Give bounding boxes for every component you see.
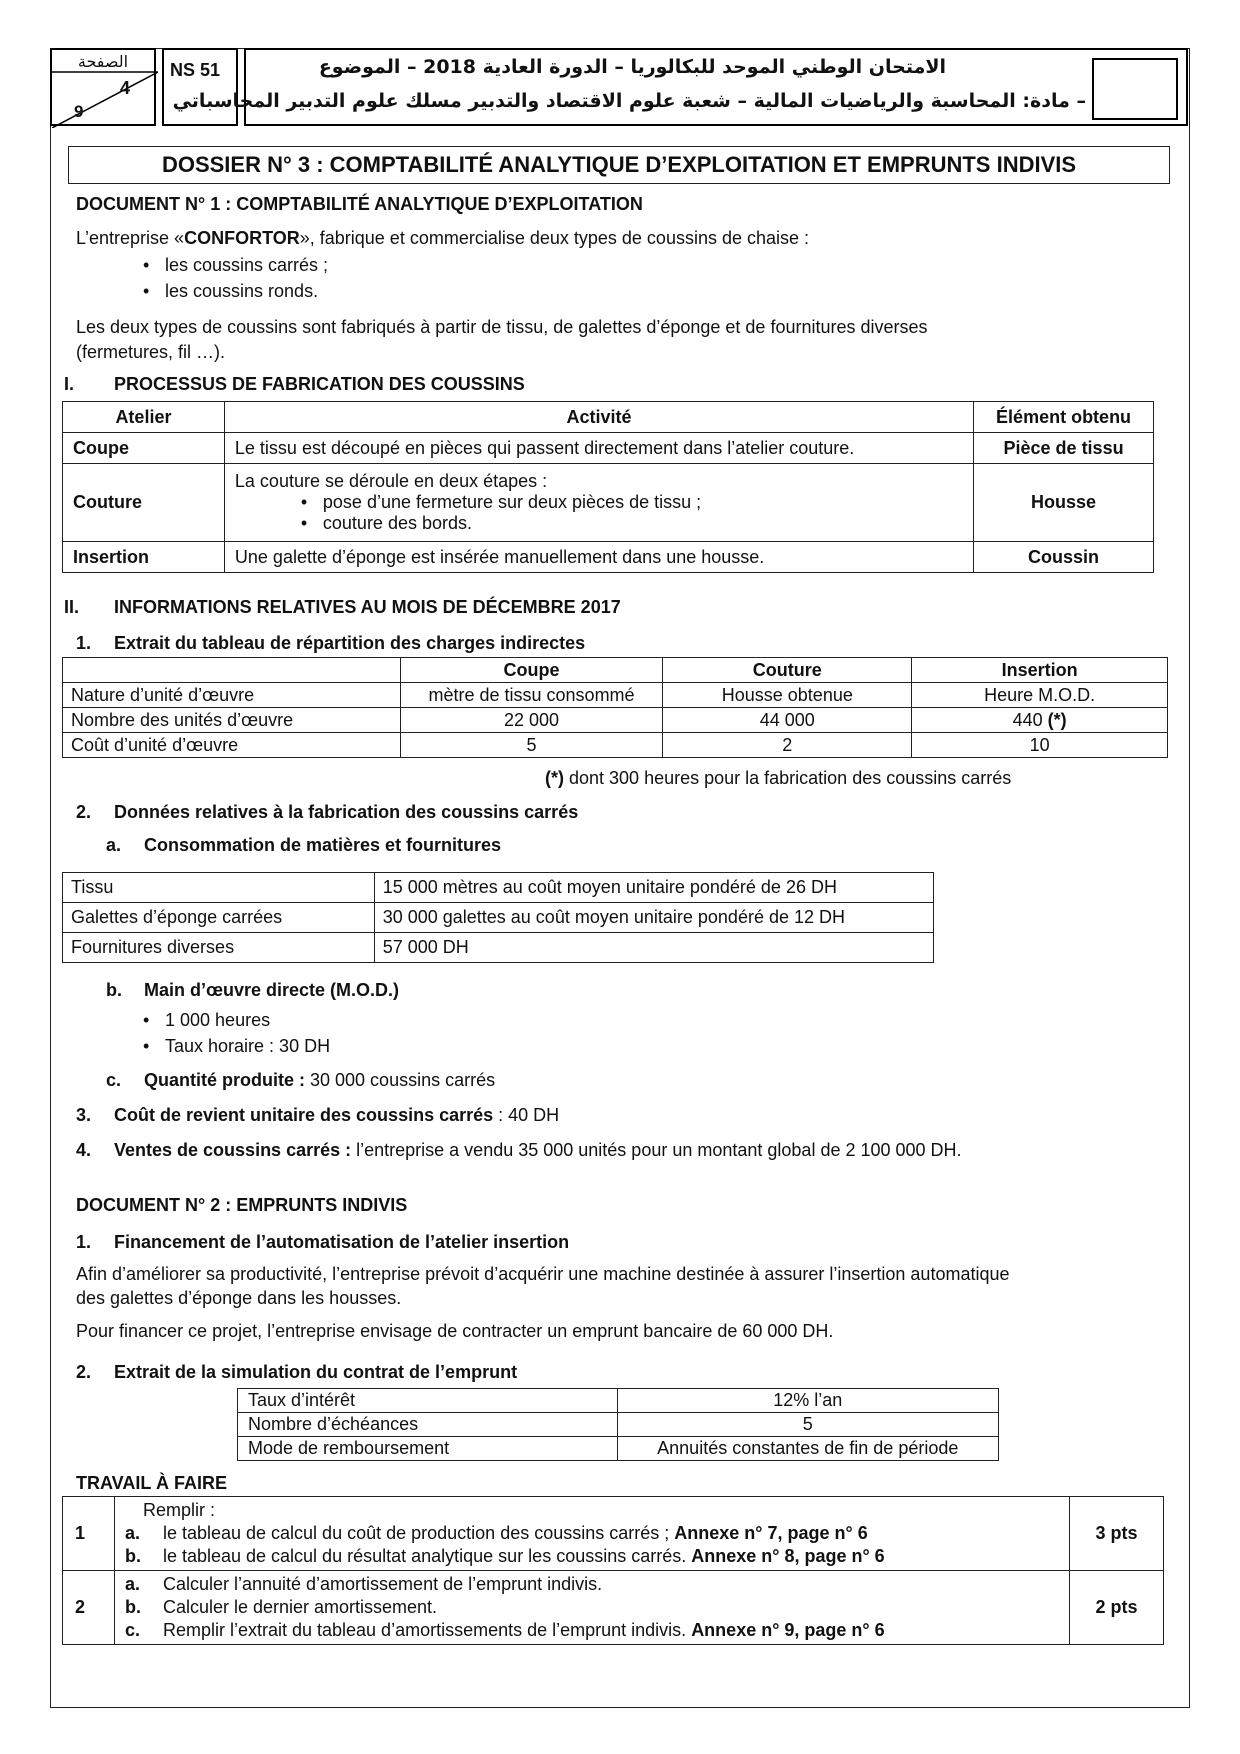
table-cell: Taux d’intérêt [238, 1389, 618, 1413]
table-header-row [63, 402, 1154, 433]
item-text: Calculer l’annuité d’amortissement de l’emprunt indivis. [162, 1574, 603, 1594]
table-cell: 44 000 [663, 708, 912, 733]
subsection-title: Financement de l’automatisation de l’atelier insertion [114, 1232, 570, 1252]
table-cell: Insertion [63, 542, 225, 573]
table-row [63, 903, 934, 933]
item-text: le tableau de calcul du coût de production des coussins carrés ; [162, 1523, 675, 1543]
item-title: Main d’œuvre directe (M.O.D.) [144, 980, 400, 1000]
question-body [114, 1497, 1069, 1571]
task-title: TRAVAIL À FAIRE [76, 1473, 228, 1493]
table-header: Insertion [912, 658, 1168, 683]
table-row [63, 1571, 1164, 1645]
loan-contract-table [237, 1388, 999, 1461]
subsection-number: 3. [76, 1105, 92, 1125]
page-label: الصفحة [77, 54, 129, 71]
intro-post: », fabrique et commercialise deux types de coussins de chaise : [299, 228, 810, 248]
table-cell: Housse obtenue [663, 683, 912, 708]
table-cell: Une galette d’éponge est insérée manuellement dans une housse. [224, 542, 973, 573]
list-item: • 1 000 heures [165, 1009, 270, 1031]
table-cell: 10 [912, 733, 1168, 758]
exam-title-line1: الامتحان الوطني الموحد للبكالوريا – الدورة العادية 2018 – الموضوع [318, 56, 946, 78]
table-header: Activité [224, 402, 973, 433]
exam-header [50, 48, 1190, 128]
table-cell: Nature d’unité d’œuvre [63, 683, 401, 708]
table-cell: Annuités constantes de fin de période [617, 1437, 998, 1461]
table-header-row [63, 658, 1168, 683]
subsection-number: 2. [76, 1362, 92, 1382]
item-letter: b. [124, 1546, 141, 1566]
table-row [63, 1497, 1164, 1571]
intro-pre: L’entreprise « [76, 228, 185, 248]
table-row [238, 1437, 999, 1461]
doc1-para-line2: (fermetures, fil …). [76, 342, 226, 362]
points: 2 pts [1070, 1571, 1164, 1645]
question-item [125, 1545, 1059, 1568]
table-row [63, 683, 1168, 708]
table-header: Couture [663, 658, 912, 683]
item-label: Coût de revient unitaire des coussins carrés [114, 1105, 494, 1125]
doc2-para-line1: Afin d’améliorer sa productivité, l’entreprise prévoit d’acquérir une machine destinée à assurer l’insertion automatique [76, 1264, 1010, 1284]
table-cell: 22 000 [400, 708, 663, 733]
table-cell: Pièce de tissu [974, 433, 1154, 464]
table-cell: mètre de tissu consommé [400, 683, 663, 708]
table-header: Atelier [63, 402, 225, 433]
item-letter: c. [124, 1620, 140, 1640]
footnote-text: dont 300 heures pour la fabrication des coussins carrés [564, 768, 1012, 788]
points: 3 pts [1070, 1497, 1164, 1571]
table-cell: Fournitures diverses [63, 933, 375, 963]
table-cell: 5 [617, 1413, 998, 1437]
doc1-para-line1: Les deux types de coussins sont fabriqués à partir de tissu, de galettes d’éponge et de fournitures diverses [76, 317, 928, 337]
footnote [545, 767, 1011, 789]
task-table [62, 1496, 1164, 1645]
exam-code: NS 51 [162, 48, 238, 126]
materials-table [62, 872, 934, 963]
item-letter: b. [124, 1597, 141, 1617]
doc2-para-line2: des galettes d’éponge dans les housses. [76, 1288, 402, 1308]
annex-ref: Annexe n° 9, page n° 6 [691, 1620, 885, 1640]
question-body [114, 1571, 1069, 1645]
table-cell: Tissu [63, 873, 375, 903]
subsection-title: Données relatives à la fabrication des coussins carrés [114, 802, 579, 822]
item-letter: a. [106, 835, 122, 855]
exam-title-line2: – مادة: المحاسبة والرياضيات المالية – شعبة علوم الاقتصاد والتدبير مسلك علوم التدبير المحاسباتي [172, 90, 1086, 112]
item-letter: c. [106, 1070, 122, 1090]
item-letter: b. [106, 980, 122, 1000]
doc1-title: DOCUMENT N° 1 : COMPTABILITÉ ANALYTIQUE D’EXPLOITATION [76, 194, 643, 214]
list-item: • pose d’une fermeture sur deux pièces de tissu ; [300, 492, 702, 512]
list-item: • les coussins carrés ; [165, 254, 328, 276]
footnote-marker: (*) [545, 768, 564, 788]
table-cell: Heure M.O.D. [912, 683, 1168, 708]
item-value: : 40 DH [493, 1105, 560, 1125]
section-title: PROCESSUS DE FABRICATION DES COUSSINS [114, 374, 525, 394]
list-item: • Taux horaire : 30 DH [165, 1035, 330, 1057]
item-letter: a. [124, 1523, 140, 1543]
question-number: 1 [63, 1497, 115, 1571]
process-table [62, 401, 1154, 573]
doc1-intro [76, 227, 809, 249]
item-text: le tableau de calcul du résultat analytique sur les coussins carrés. [162, 1546, 692, 1566]
item-title: Consommation de matières et fournitures [144, 835, 502, 855]
unit-cost [114, 1104, 559, 1126]
dossier-title: DOSSIER N° 3 : COMPTABILITÉ ANALYTIQUE D’EXPLOITATION ET EMPRUNTS INDIVIS [68, 146, 1170, 184]
sales-info [114, 1139, 962, 1161]
table-cell: 15 000 mètres au coût moyen unitaire pondéré de 26 DH [374, 873, 933, 903]
question-intro: Remplir : [142, 1500, 215, 1520]
table-row [63, 433, 1154, 464]
section-number: I. [64, 374, 75, 394]
blank-box [1092, 58, 1178, 120]
table-cell: 2 [663, 733, 912, 758]
item-text: Remplir l’extrait du tableau d’amortissements de l’emprunt indivis. [162, 1620, 692, 1640]
brand-name: CONFORTOR [184, 228, 300, 248]
table-cell: Housse [974, 464, 1154, 542]
table-row [63, 873, 934, 903]
table-row [238, 1389, 999, 1413]
section-title: INFORMATIONS RELATIVES AU MOIS DE DÉCEMBRE 2017 [114, 597, 621, 617]
table-cell: Nombre d’échéances [238, 1413, 618, 1437]
section-number: II. [64, 597, 80, 617]
table-row [63, 542, 1154, 573]
table-cell: 30 000 galettes au coût moyen unitaire pondéré de 12 DH [374, 903, 933, 933]
question-number: 2 [63, 1571, 115, 1645]
table-row [63, 733, 1168, 758]
page-total: 9 [74, 102, 84, 121]
table-row [63, 933, 934, 963]
table-row [63, 708, 1168, 733]
subsection-number: 1. [76, 633, 92, 653]
table-cell [912, 708, 1168, 733]
table-cell: 57 000 DH [374, 933, 933, 963]
item-label: Quantité produite : [144, 1070, 305, 1090]
table-header [63, 658, 401, 683]
item-value: l’entreprise a vendu 35 000 unités pour un montant global de 2 100 000 DH. [351, 1140, 962, 1160]
item-letter: a. [124, 1574, 140, 1594]
table-cell: 12% l’an [617, 1389, 998, 1413]
table-cell: Le tissu est découpé en pièces qui passent directement dans l’atelier couture. [224, 433, 973, 464]
item-value: 30 000 coussins carrés [305, 1070, 496, 1090]
table-cell: Coupe [63, 433, 225, 464]
item-label: Ventes de coussins carrés : [114, 1140, 352, 1160]
footnote-marker: (*) [1047, 709, 1067, 730]
table-header: Élément obtenu [974, 402, 1154, 433]
repartition-table [62, 657, 1168, 758]
subsection-title: Extrait du tableau de répartition des charges indirectes [114, 633, 586, 653]
item-text: Calculer le dernier amortissement. [162, 1597, 438, 1617]
subsection-number: 4. [76, 1140, 92, 1160]
question-item [125, 1573, 1059, 1596]
table-header: Coupe [400, 658, 663, 683]
doc2-title: DOCUMENT N° 2 : EMPRUNTS INDIVIS [76, 1195, 408, 1215]
list-item: • les coussins ronds. [165, 280, 318, 302]
subsection-number: 1. [76, 1232, 92, 1252]
cell-value: 440 [1012, 709, 1043, 730]
table-cell: Nombre des unités d’œuvre [63, 708, 401, 733]
page-number-box [50, 48, 156, 126]
annex-ref: Annexe n° 8, page n° 6 [691, 1546, 885, 1566]
process-intro: La couture se déroule en deux étapes : [234, 471, 548, 491]
table-cell: 5 [400, 733, 663, 758]
question-item [125, 1522, 1059, 1545]
question-item [125, 1596, 1059, 1619]
annex-ref: Annexe n° 7, page n° 6 [674, 1523, 868, 1543]
list-item-text: couture des bords. [322, 513, 472, 533]
table-row [63, 464, 1154, 542]
table-cell: Coût d’unité d’œuvre [63, 733, 401, 758]
subsection-number: 2. [76, 802, 92, 822]
page-number: 4 [119, 78, 130, 98]
table-cell: Galettes d’éponge carrées [63, 903, 375, 933]
doc2-para-financing: Pour financer ce projet, l’entreprise envisage de contracter un emprunt bancaire de 60 000 DH. [76, 1321, 834, 1341]
list-item-text: pose d’une fermeture sur deux pièces de tissu ; [322, 492, 702, 512]
table-row [238, 1413, 999, 1437]
table-cell: Coussin [974, 542, 1154, 573]
subsection-title: Extrait de la simulation du contrat de l’emprunt [114, 1362, 518, 1382]
quantity-produced [144, 1069, 495, 1091]
table-cell: Mode de remboursement [238, 1437, 618, 1461]
table-cell: Couture [63, 464, 225, 542]
list-item: • couture des bords. [300, 513, 472, 533]
table-cell [224, 464, 973, 542]
question-item [125, 1619, 1059, 1642]
